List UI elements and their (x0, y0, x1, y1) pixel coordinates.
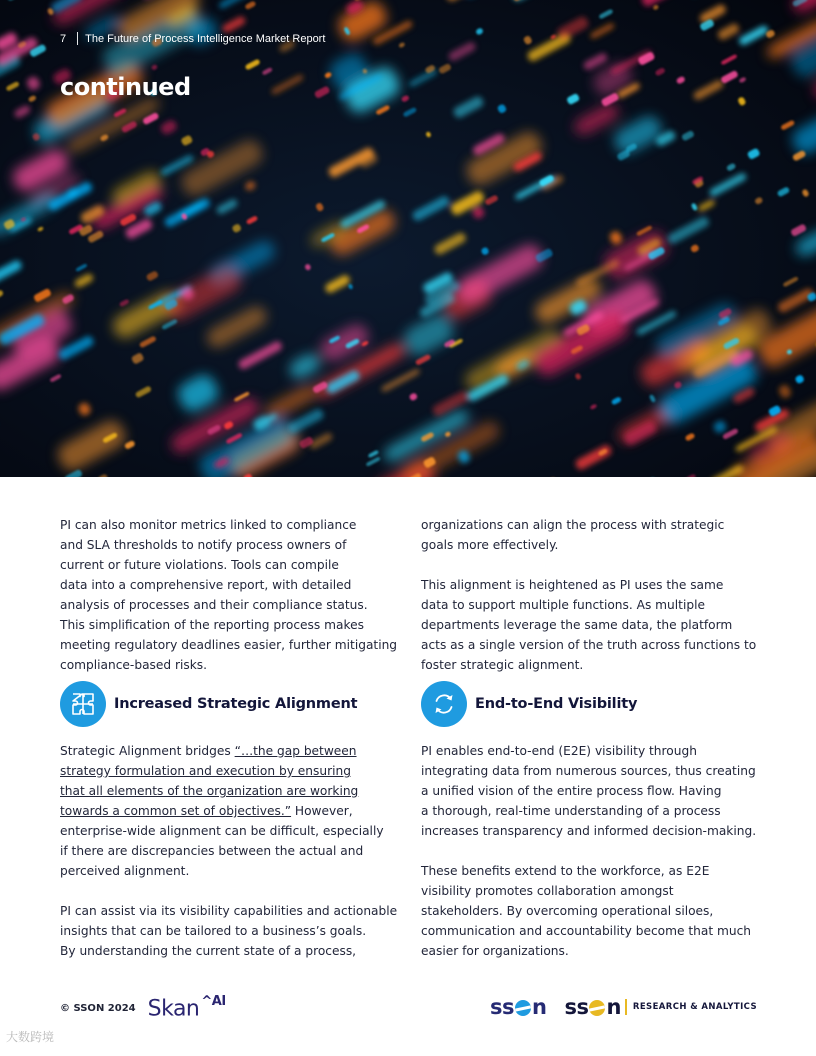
sson-research-o (589, 1000, 605, 1016)
report-title: The Future of Process Intelligence Market Report (85, 32, 326, 45)
sson-logo-ss: ss (490, 995, 514, 1019)
skan-logo-ai: ^AI (201, 994, 226, 1009)
compliance-paragraph: PI can also monitor metrics linked to compliance and SLA thresholds to notify process owners of current or future violations. Tools can compile data into a comprehensive report, with detailed analysis of processes and their compliance status. This simplification of the reporting process makes meeting regulatory deadlines easier, further mitigating compliance-based risks. (60, 518, 398, 672)
sson-research-logo (564, 995, 620, 1019)
sson-research-ss: ss (564, 995, 589, 1019)
header-divider (77, 32, 78, 45)
page-number: 7 (60, 32, 67, 45)
section-title-strategic-alignment: Increased Strategic Alignment (114, 696, 358, 712)
paragraph-tail-text: However, enterprise-wide alignment can be difficult, especially if there are discrepancies between the actual and perceived alignment. (60, 804, 384, 878)
running-header (60, 32, 325, 45)
watermark: 大数跨境 (6, 1030, 55, 1044)
skan-logo-text: Skan (147, 996, 200, 1022)
strategic-alignment-paragraph (60, 741, 400, 881)
sson-research-n: n (606, 995, 621, 1019)
pi-visibility-paragraph: PI can assist via its visibility capabilities and actionable insights that can be tailored to a business’s goals. By understanding the current state of a process, (60, 904, 398, 958)
code-bokeh-background (0, 0, 816, 477)
alignment-paragraph: This alignment is heightened as PI uses the same data to support multiple functions. As multiple departments leverage the same data, the platform acts as a single version of the truth across functions to foster strategic alignment. (421, 578, 757, 672)
sson-logo (490, 995, 546, 1019)
quoted-source-link[interactable]: “…the gap between strategy formulation and execution by ensuring that all elements of the organization are working towards a common set of objectives.” (60, 744, 359, 818)
puzzle-icon (60, 681, 106, 727)
research-analytics-label: RESEARCH & ANALYTICS (632, 1002, 757, 1012)
e2e-visibility-paragraph: PI enables end-to-end (E2E) visibility through integrating data from numerous sources, thus creating a unified vision of the entire process flow. Having a thorough, real-time understanding of a process increases transparency and informed decision-making. (421, 744, 757, 838)
sson-logo-n: n (532, 995, 547, 1019)
refresh-cycle-icon (421, 681, 467, 727)
continued-paragraph: organizations can align the process with strategic goals more effectively. (421, 518, 725, 552)
strategic-alignment-heading (60, 680, 400, 728)
skan-ai-logo (148, 996, 226, 1021)
copyright-text: © SSON 2024 (60, 1003, 136, 1015)
hero-image (0, 0, 816, 477)
left-column (60, 515, 400, 961)
section-title-e2e-visibility: End-to-End Visibility (475, 696, 638, 712)
paragraph-lead-text: Strategic Alignment bridges (60, 744, 235, 758)
right-column (421, 515, 766, 961)
footer-right (490, 995, 757, 1019)
research-divider (625, 999, 627, 1015)
e2e-visibility-heading (421, 680, 766, 728)
footer-left (60, 996, 226, 1021)
sson-logo-o (515, 1000, 531, 1016)
page-title: continued (60, 73, 191, 101)
workforce-benefits-paragraph: These benefits extend to the workforce, as E2E visibility promotes collaboration amongst stakeholders. By overcoming operational siloes, communication and accountability become that much easier for organizations. (421, 864, 751, 958)
